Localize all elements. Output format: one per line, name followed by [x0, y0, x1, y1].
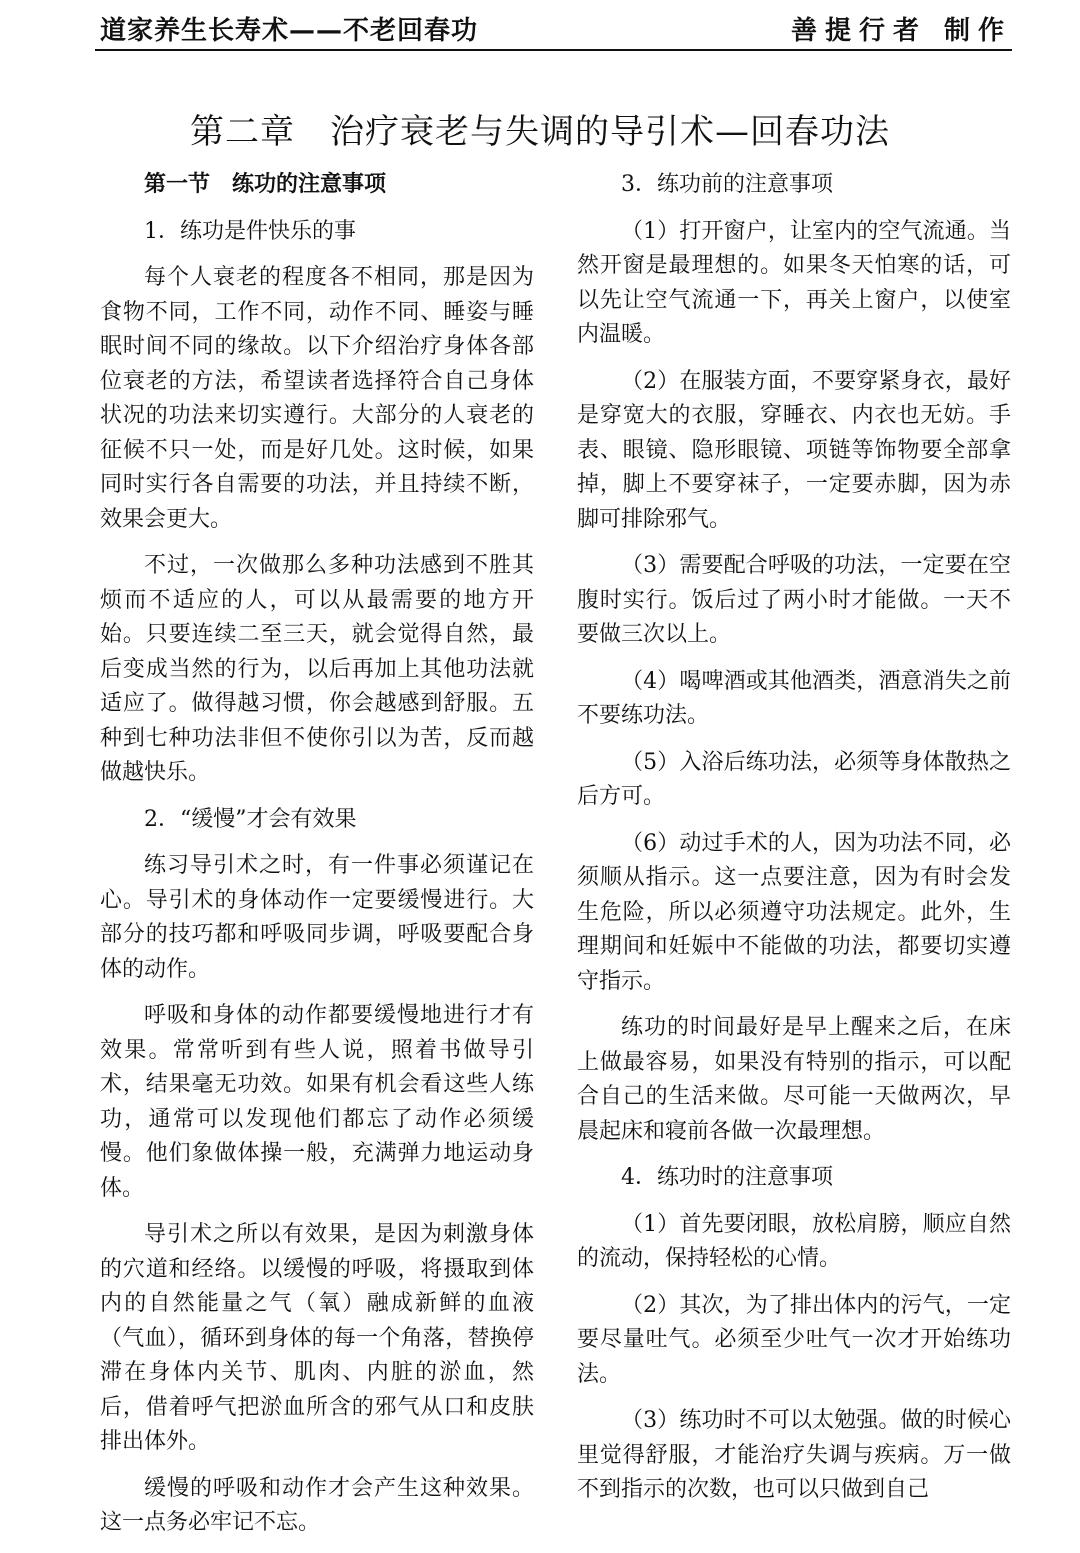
paragraph: 缓慢的呼吸和动作才会产生这种效果。这一点务必牢记不忘。 — [100, 1475, 534, 1535]
section-title: 第一节 练功的注意事项 — [144, 172, 387, 197]
list-item: （4）喝啤酒或其他酒类，酒意消失之前不要练功法。 — [577, 668, 1011, 728]
paragraph: 每个人衰老的程度各不相同，那是因为食物不同，工作不同，动作不同、睡姿与睡眠时间不同的缘故。以下介绍治疗身体各部位衰老的方法，希望读者选择符合自己身体状况的功法来切实遵行。大部分的人衰老的征候不只一处，而是好几处。这时候，如果同时实行各自需要的功法，并且持续不断，效果会更大。 — [100, 265, 534, 532]
paragraph: 呼吸和身体的动作都要缓慢地进行才有效果。常常听到有些人说，照着书做导引术，结果毫无功效。如果有机会看这些人练功，通常可以发现他们都忘了动作必须缓慢。他们象做体操一般，充满弹力地运动身体。 — [100, 1003, 534, 1201]
list-item: （5）入浴后练功法，必须等身体散热之后方可。 — [577, 749, 1011, 809]
list-item: （6）动过手术的人，因为功法不同，必须顺从指示。这一点要注意，因为有时会发生危险，所以必须遵守功法规定。此外，生理期间和妊娠中不能做的功法，都要切实遵守指示。 — [577, 830, 1011, 994]
subheading-2: 2．“缓慢”才会有效果 — [144, 806, 357, 832]
paragraph: 练习导引术之时，有一件事必须谨记在心。导引术的身体动作一定要缓慢进行。大部分的技巧都和呼吸同步调，呼吸要配合身体的动作。 — [100, 853, 534, 982]
list-item: （2）在服装方面，不要穿紧身衣，最好是穿宽大的衣服，穿睡衣、内衣也无妨。手表、眼镜、隐形眼镜、项链等饰物要全部拿掉，脚上不要穿袜子，一定要赤脚，因为赤脚可排除邪气。 — [577, 368, 1011, 532]
producer-credit: 善提行者 制作 — [790, 16, 1012, 46]
list-item: （1）首先要闭眼，放松肩膀，顺应自然的流动，保持轻松的心情。 — [577, 1211, 1011, 1271]
list-item: （3）需要配合呼吸的功法，一定要在空腹时实行。饭后过了两小时才能做。一天不要做三次以上。 — [577, 553, 1011, 647]
list-item: （1）打开窗户，让室内的空气流通。当然开窗是最理想的。如果冬天怕寒的话，可以先让空气流通一下，再关上窗户，以使室内温暖。 — [577, 218, 1011, 347]
right-column — [577, 168, 1011, 1520]
book-title: 道家养生长寿术——不老回春功 — [100, 16, 479, 46]
paragraph: 练功的时间最好是早上醒来之后，在床上做最容易，如果没有特别的指示，可以配合自己的生活来做。尽可能一天做两次，早晨起床和寝前各做一次最理想。 — [577, 1015, 1011, 1144]
subheading-1: 1．练功是件快乐的事 — [144, 218, 356, 244]
subheading-3: 3．练功前的注意事项 — [621, 172, 833, 197]
paragraph: 不过，一次做那么多种功法感到不胜其烦而不适应的人，可以从最需要的地方开始。只要连续二至三天，就会觉得自然，最后变成当然的行为，以后再加上其他功法就适应了。做得越习惯，你会越感到舒服。五种到七种功法非但不使你引以为苦，反而越做越快乐。 — [100, 553, 534, 785]
list-item: （2）其次，为了排出体内的污气，一定要尽量吐气。必须至少吐气一次才开始练功法。 — [577, 1292, 1011, 1387]
page-header — [100, 6, 1012, 46]
left-column — [100, 168, 534, 1553]
paragraph: 导引术之所以有效果，是因为刺激身体的穴道和经络。以缓慢的呼吸，将摄取到体内的自然能量之气（氧）融成新鲜的血液（气血），循环到身体的每一个角落，替换停滞在身体内关节、肌肉、内脏的淤血，然后，借着呼气把淤血所含的邪气从口和皮肤排出体外。 — [100, 1222, 534, 1454]
list-item: （3）练功时不可以太勉强。做的时候心里觉得舒服，才能治疗失调与疾病。万一做不到指示的次数，也可以只做到自己 — [577, 1408, 1011, 1502]
header-rule — [95, 49, 1012, 51]
chapter-title: 第二章 治疗衰老与失调的导引术—回春功法 — [190, 112, 890, 152]
subheading-4: 4．练功时的注意事项 — [621, 1165, 833, 1190]
